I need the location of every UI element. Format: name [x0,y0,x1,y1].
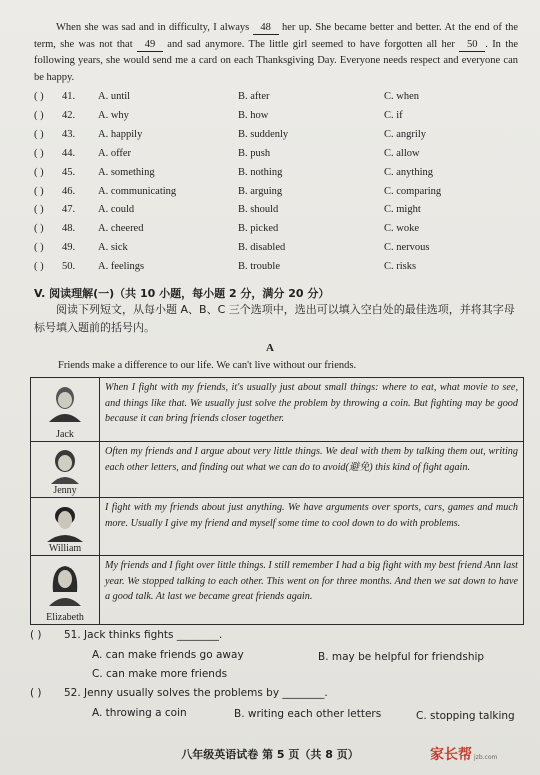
passage-text: forgotten all her [384,38,455,50]
answer-bracket[interactable]: ( ) [34,223,44,235]
person-name: William [48,543,82,554]
answer-bracket[interactable]: ( ) [34,166,44,178]
option-a: A. throwing a coin [92,707,187,719]
option-c: C. nervous [384,242,430,254]
option-b: B. picked [238,223,279,235]
blank-50: 50 [459,39,485,52]
option-row [34,242,514,260]
passage-text: and sad anymore. The little girl seemed to have [167,38,380,50]
table-row [31,498,524,556]
friends-table [30,377,524,625]
section-title: V. 阅读理解(一)（共 10 小题，每小题 2 分，满分 20 分） [34,287,330,300]
person-text: I fight with my friends about just anything. We have arguments over sports, cars, games and much more. Usually I give my friend and myself some time to cool down to do with problems. [100,498,524,556]
answer-bracket[interactable]: ( ) [30,629,42,641]
answer-bracket[interactable]: ( ) [34,109,44,121]
passage-text: At the end of the term, she was not that [34,22,519,50]
table-row [31,556,524,625]
watermark-logo [430,744,497,764]
question-number: 42. [62,109,76,121]
option-b: B. writing each other letters [234,708,382,720]
passage-text: . In the following years, she would send me a card on each Thanksgiving Day. Everyone needs respect and everyone can be happy. [34,38,519,83]
option-row [34,129,514,147]
option-b: B. trouble [238,261,280,273]
option-a: A. offer [98,147,132,159]
option-a: A. could [98,204,135,216]
passage-intro: Friends make a difference to our life. We can't live without our friends. [58,360,357,371]
option-row [34,110,514,128]
option-a: A. can make friends go away [92,649,244,661]
answer-bracket[interactable]: ( ) [34,185,44,197]
question-number: 48. [62,223,76,235]
option-c: C. if [384,109,403,121]
option-a: A. until [98,91,131,102]
person-cell [31,498,100,556]
option-row [34,91,514,109]
option-c: C. anything [384,166,433,178]
option-row [34,223,514,241]
answer-bracket[interactable]: ( ) [34,204,44,216]
person-text: When I fight with my friends, it's usually just about small things: where to eat, what movie to see, and things like that. We usually just solve the problem by throwing a coin. But fighting may be good because it can bring friends closer together. [100,378,524,442]
answer-bracket[interactable]: ( ) [34,128,44,140]
person-name: Jenny [53,485,77,496]
option-a: A. something [98,166,155,178]
question-number: 44. [62,147,76,159]
question-number: 45. [62,166,76,178]
person-cell [31,442,100,498]
watermark-sub: jzb.com [474,754,498,761]
question-text: 51. Jack thinks fights ________. [64,629,223,641]
table-row [31,442,524,498]
person-name: Jack [56,429,74,440]
option-c: C. can make more friends [92,668,228,680]
section-instruction: 阅读下列短文，从每小题 A、B、C 三个选项中，选出可以填入空白处的最佳选项，并将其字母标号填入题前的括号内。 [34,303,515,334]
option-b: B. after [238,91,270,102]
jenny-portrait-icon [45,448,85,484]
question-number: 41. [62,91,76,102]
option-row [34,186,514,204]
answer-bracket[interactable]: ( ) [34,261,44,273]
option-row [34,167,514,185]
blank-49: 49 [137,39,163,52]
option-c: C. angrily [384,128,426,140]
person-name: Elizabeth [46,612,84,623]
person-text: Often my friends and I argue about very little things. We deal with them by talking them out, writing each other letters, and finding out what we can do to avoid(避免) this kind of fight again. [100,442,524,498]
option-b: B. may be helpful for friendship [318,651,485,663]
option-row [34,204,514,222]
answer-bracket[interactable]: ( ) [34,147,44,159]
option-b: B. how [238,109,269,121]
option-a: A. happily [98,128,143,140]
option-a: A. sick [98,242,128,254]
person-text: My friends and I fight over little things. I still remember I had a big fight with my best friend Ann last year. We stopped talking to each other. This went on for three months. And then we sat down to have a good talk. At last we became great friends again. [100,556,524,625]
passage-text: her up. She became better and better. [282,22,442,33]
answer-bracket[interactable]: ( ) [34,242,44,254]
option-a: A. communicating [98,185,177,197]
option-c: C. when [384,91,419,102]
option-b: B. should [238,204,279,216]
blank-48: 48 [253,22,279,35]
option-c: C. might [384,204,421,216]
question-51 [30,629,510,645]
cloze-passage-end [34,20,518,86]
option-c: C. stopping talking [416,710,515,722]
table-row [31,378,524,442]
option-a: A. why [98,109,129,121]
option-a: A. feelings [98,261,145,273]
elizabeth-portrait-icon [45,562,85,606]
option-row [34,261,514,279]
question-52 [30,687,510,703]
option-a: A. cheered [98,223,144,235]
option-b: B. nothing [238,166,283,178]
question-number: 43. [62,128,76,140]
answer-bracket[interactable]: ( ) [34,91,44,102]
question-text: 52. Jenny usually solves the problems by ________. [64,687,328,699]
person-cell [31,556,100,625]
option-c: C. allow [384,147,420,159]
option-b: B. arguing [238,185,283,197]
william-portrait-icon [45,504,85,542]
jack-portrait-icon [45,384,85,422]
option-c: C. comparing [384,185,442,197]
person-cell [31,378,100,442]
option-b: B. disabled [238,242,286,254]
passage-label: A [266,342,274,354]
question-number: 50. [62,261,76,273]
answer-bracket[interactable]: ( ) [30,687,42,699]
watermark-text: 家长帮 [430,747,472,763]
question-number: 49. [62,242,76,254]
question-number: 47. [62,204,76,216]
option-c: C. risks [384,261,417,273]
option-b: B. suddenly [238,128,289,140]
page-footer: 八年级英语试卷 第 5 页（共 8 页） [181,748,359,761]
option-b: B. push [238,147,271,159]
option-c: C. woke [384,223,419,235]
question-number: 46. [62,185,76,197]
option-row [34,148,514,166]
passage-text: When she was sad and in difficulty, I always [56,22,250,33]
